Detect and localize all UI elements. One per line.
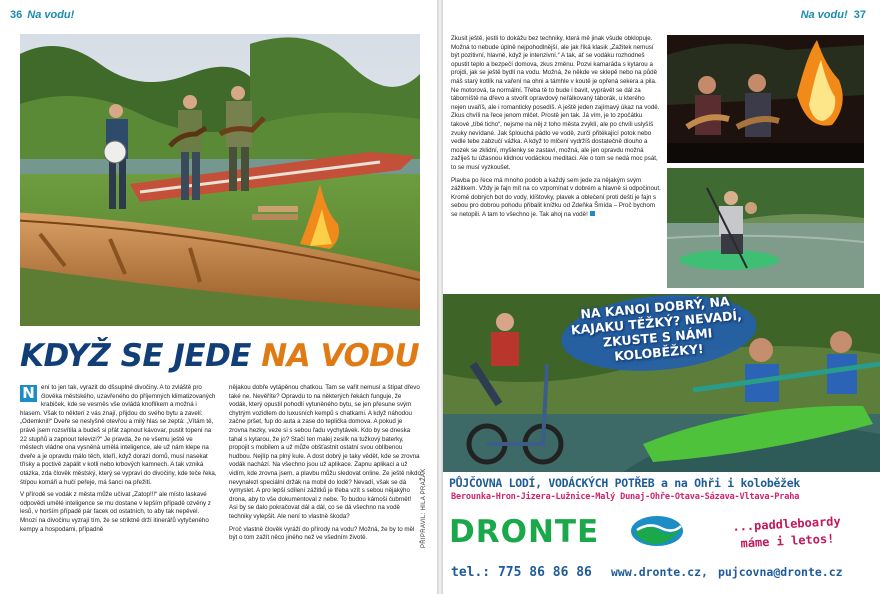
article-headline [20,338,430,374]
headline-part-1: KDYŽ SE JEDE [20,338,251,374]
dronte-wave-logo-icon [629,514,685,548]
ad-website: www.dronte.cz, [611,565,708,579]
dronte-advertisement [443,294,880,594]
paragraph: V přírodě se vodák z města může učívat „Zatop!!!“ ale místo laskavé odpovědi umělé inteligence se mu dostane v lepším případě ozvěny z lesů, v horším případě pár facek od ostatních, to aby tak nepěvel. Mnozí na divočinu vyzrají tím, že se striktně drží itinerářů vytyčeného kempy a hospodami, případně [20,491,211,533]
paragraph [451,177,661,220]
ad-phone: tel.: 775 86 86 86 [451,565,592,580]
ad-bubble-text: NA KANOI DOBRÝ, NA KAJAKU TĚŽKÝ? NEVADÍ, ZKUSTE S NÁMI KOLOBĚŽKY! [570,294,743,364]
section-label-right: Na vodu! [800,9,848,21]
paragraph [20,384,217,487]
right-page [443,0,880,594]
left-page [0,0,437,594]
article-column-3 [451,35,661,223]
article-column-2 [229,384,421,547]
ad-text-block [443,476,880,594]
article-column-1 [20,384,217,538]
page-number-right: 37 [853,9,866,21]
paragraph: Proč vlastně člověk vyráží do přírody na vodu? Možná, že by to měl být o tom zažít něco jiného než ve všedním životě. [229,525,415,542]
ad-contacts [611,565,853,579]
ad-title: PŮJČOVNA LODÍ, VODÁCKÝCH POTŘEB a na Ohři i koloběžek [449,476,801,490]
ad-slogan [698,511,876,554]
ad-photo-scooter-kayak [443,294,880,472]
paragraph-text: Plavba po řece má mnoho podob a každý sem jede za nějakým svým zážitkem. Vždy je fajn mít na co vzpomínat v dobrém a hlavně si odpočinout. Kromě dobrých bot do vody, klíštovky, plavek a oblečení proti dešti je fajn s sebou pro dobrou pohodu přibalit knížku od Zdeňka Šmída – Proč bychom se netopili. A tam to všechno je. Tak ahoj na vodě! [451,176,661,218]
photo-campfire-guitarists [667,35,864,163]
dronte-brand-name: DRONTE [449,514,600,550]
end-square-icon [590,211,595,216]
paragraph: nějakou dobře vytápěnou chatkou. Tam se vařit nemusí a štípat dřevo také ne. Nevěříte? Opravdu to na některých řekách funguje, že vodák, který opustil pohodlí vytuněného bytu, se jen přesune svým chytrým vozidlem do luxusních kempů s chatkami. A když náhodou začne pršet, fup do auta a zase do teplička domova. A pokud je zrovna hezky, veze si s sebou řadu vychytávek. Kdo by se dneska tahal s kytarou, že jo? Stačí ten malej zesilk na tužkový baterky, propojit s mobilem a už může obšťastnit ostatní svou oblíbenou hudbou. Nejlíp na plný kule. A dost dobrý je taky vědět, kde se zrovna vodák nachází. Na všechno jsou už aplikace. Zapnu aplikaci a už vidím, kde zrovna jsem, a plavbu můžu sledovat online. Ze ještě nikdo nevynalezl speciální držák na mobil do lodě? Nevadí, však se dá vymyslet. A pro lepší sdílení zážitků je třeba vzít s sebou nějakýho drona, aby to vše dokumentoval z nebe. To budou kámoši čubrnět! Asi by se dalo pokračovat dál a dál, co se dá všechno na vodě techniky vylepšit. Ale není to vlastně škoda? [229,384,421,520]
ad-slogan-line: máme i letos! [740,531,835,551]
photo-credit: PŘIPRAVIL: HILA PRAŽÁK [421,468,427,548]
section-label-left: Na vodu! [27,9,75,21]
folio-left [10,9,74,21]
ad-email: pujcovna@dronte.cz [717,565,843,579]
headline-part-2: NA VODU [261,338,420,374]
ad-rivers-list: Berounka-Hron-Jizera-Lužnice-Malý Dunaj-Ohře-Otava-Sázava-Vltava-Praha [451,492,800,502]
paragraph: Zkusit ještě, jestli to dokážu bez techniky, která mě jinak všude obklopuje. Možná to nebude úplně nejpohodlnější, ale jak říká klasik „Zažitek nemusí být pozitivní, hlavně, když je intenzivní.“ A tak, ať se vodáku rozhodneš opustit teplo a bezpečí domova, zkus změnu. Pozvi kamaráda s kytarou a projdi, jak se ještě bydlí na vodu. Možná, že někde ve sklepě nebo na půdě máš starý kotlík na vaření na ohni a támhle v koutě je opřená sekera a pila. Ne motorová, ta normální. Třeba tě to bude i bavit, vyprávět se dál za táborníště na dřevo a stvořit opravdový neřálkovaný táborák, u kterého nejen uvaříš, ale i romanticky posedíš. A ještě jeden zajímavý úkaz na vodě. Zkus chvíli na řece jenom mlčet. Prostě jen tak. Já vím, je to zpočátku takové „tíbé ticho“, nejsme na něj z toho města zvyklí, ale po chvíli uslyšíš zvuky nevídané. Jak šplouchá pádlo ve vodě, zurčí přitékající potok nebo vedle tebe zabzučí vážka. A když to mlčení vydržíš dostatečně dlouho a mozek se zklidní, myšlenky se zastaví, možná, ale jen opravdu možná zažiješ tu úžasnou klidnou vodáckou meditaci. Ale o tom se nedá moc psát, to se musí vyzkoušet. [451,35,660,171]
folio-right [796,9,866,21]
paragraph-text: ení to jen tak, vyrazit do dšsuplné divočiny. A to zvláště pro člověka městského, uzavřeného do příjemných klimatizovaných krabiček, kde se vesměs vše ovládá knoflíkem a možná i hlasem. Však to některí z vás znají, přijdou do svého bytu a zavelí: „Odemknil!“ Dveře se neslyšně otevřou a milý hlas se zeptá: „Vítám tě, právě jsem rozsvítila a budeš si přát zapnout kávovar, pustit topení na 22 stupňů a zapnout televizi?“ Je pravda, že ne všemu ještě ve městech vládne ona vysněná umělá inteligence, ale už nám klepe na dveře a je opravdu málo těch, kteří, když dorazí domů, musí nasekat třísky a poctivě zapálit v kotli nebo krbových kamnech. A tak vzniká otázka, zda člověk městský, který se vypraví do divočiny, kde teče řeka, štípou komáři a hučí peřeje, má šanci na přežití. [20,384,217,486]
photo-paddleboard-couple [667,168,864,288]
ad-slogan-line: ...paddleboardy [732,514,842,534]
drop-cap: N [20,385,37,402]
page-number-left: 36 [10,9,23,21]
hero-photo-musicians [20,34,420,326]
